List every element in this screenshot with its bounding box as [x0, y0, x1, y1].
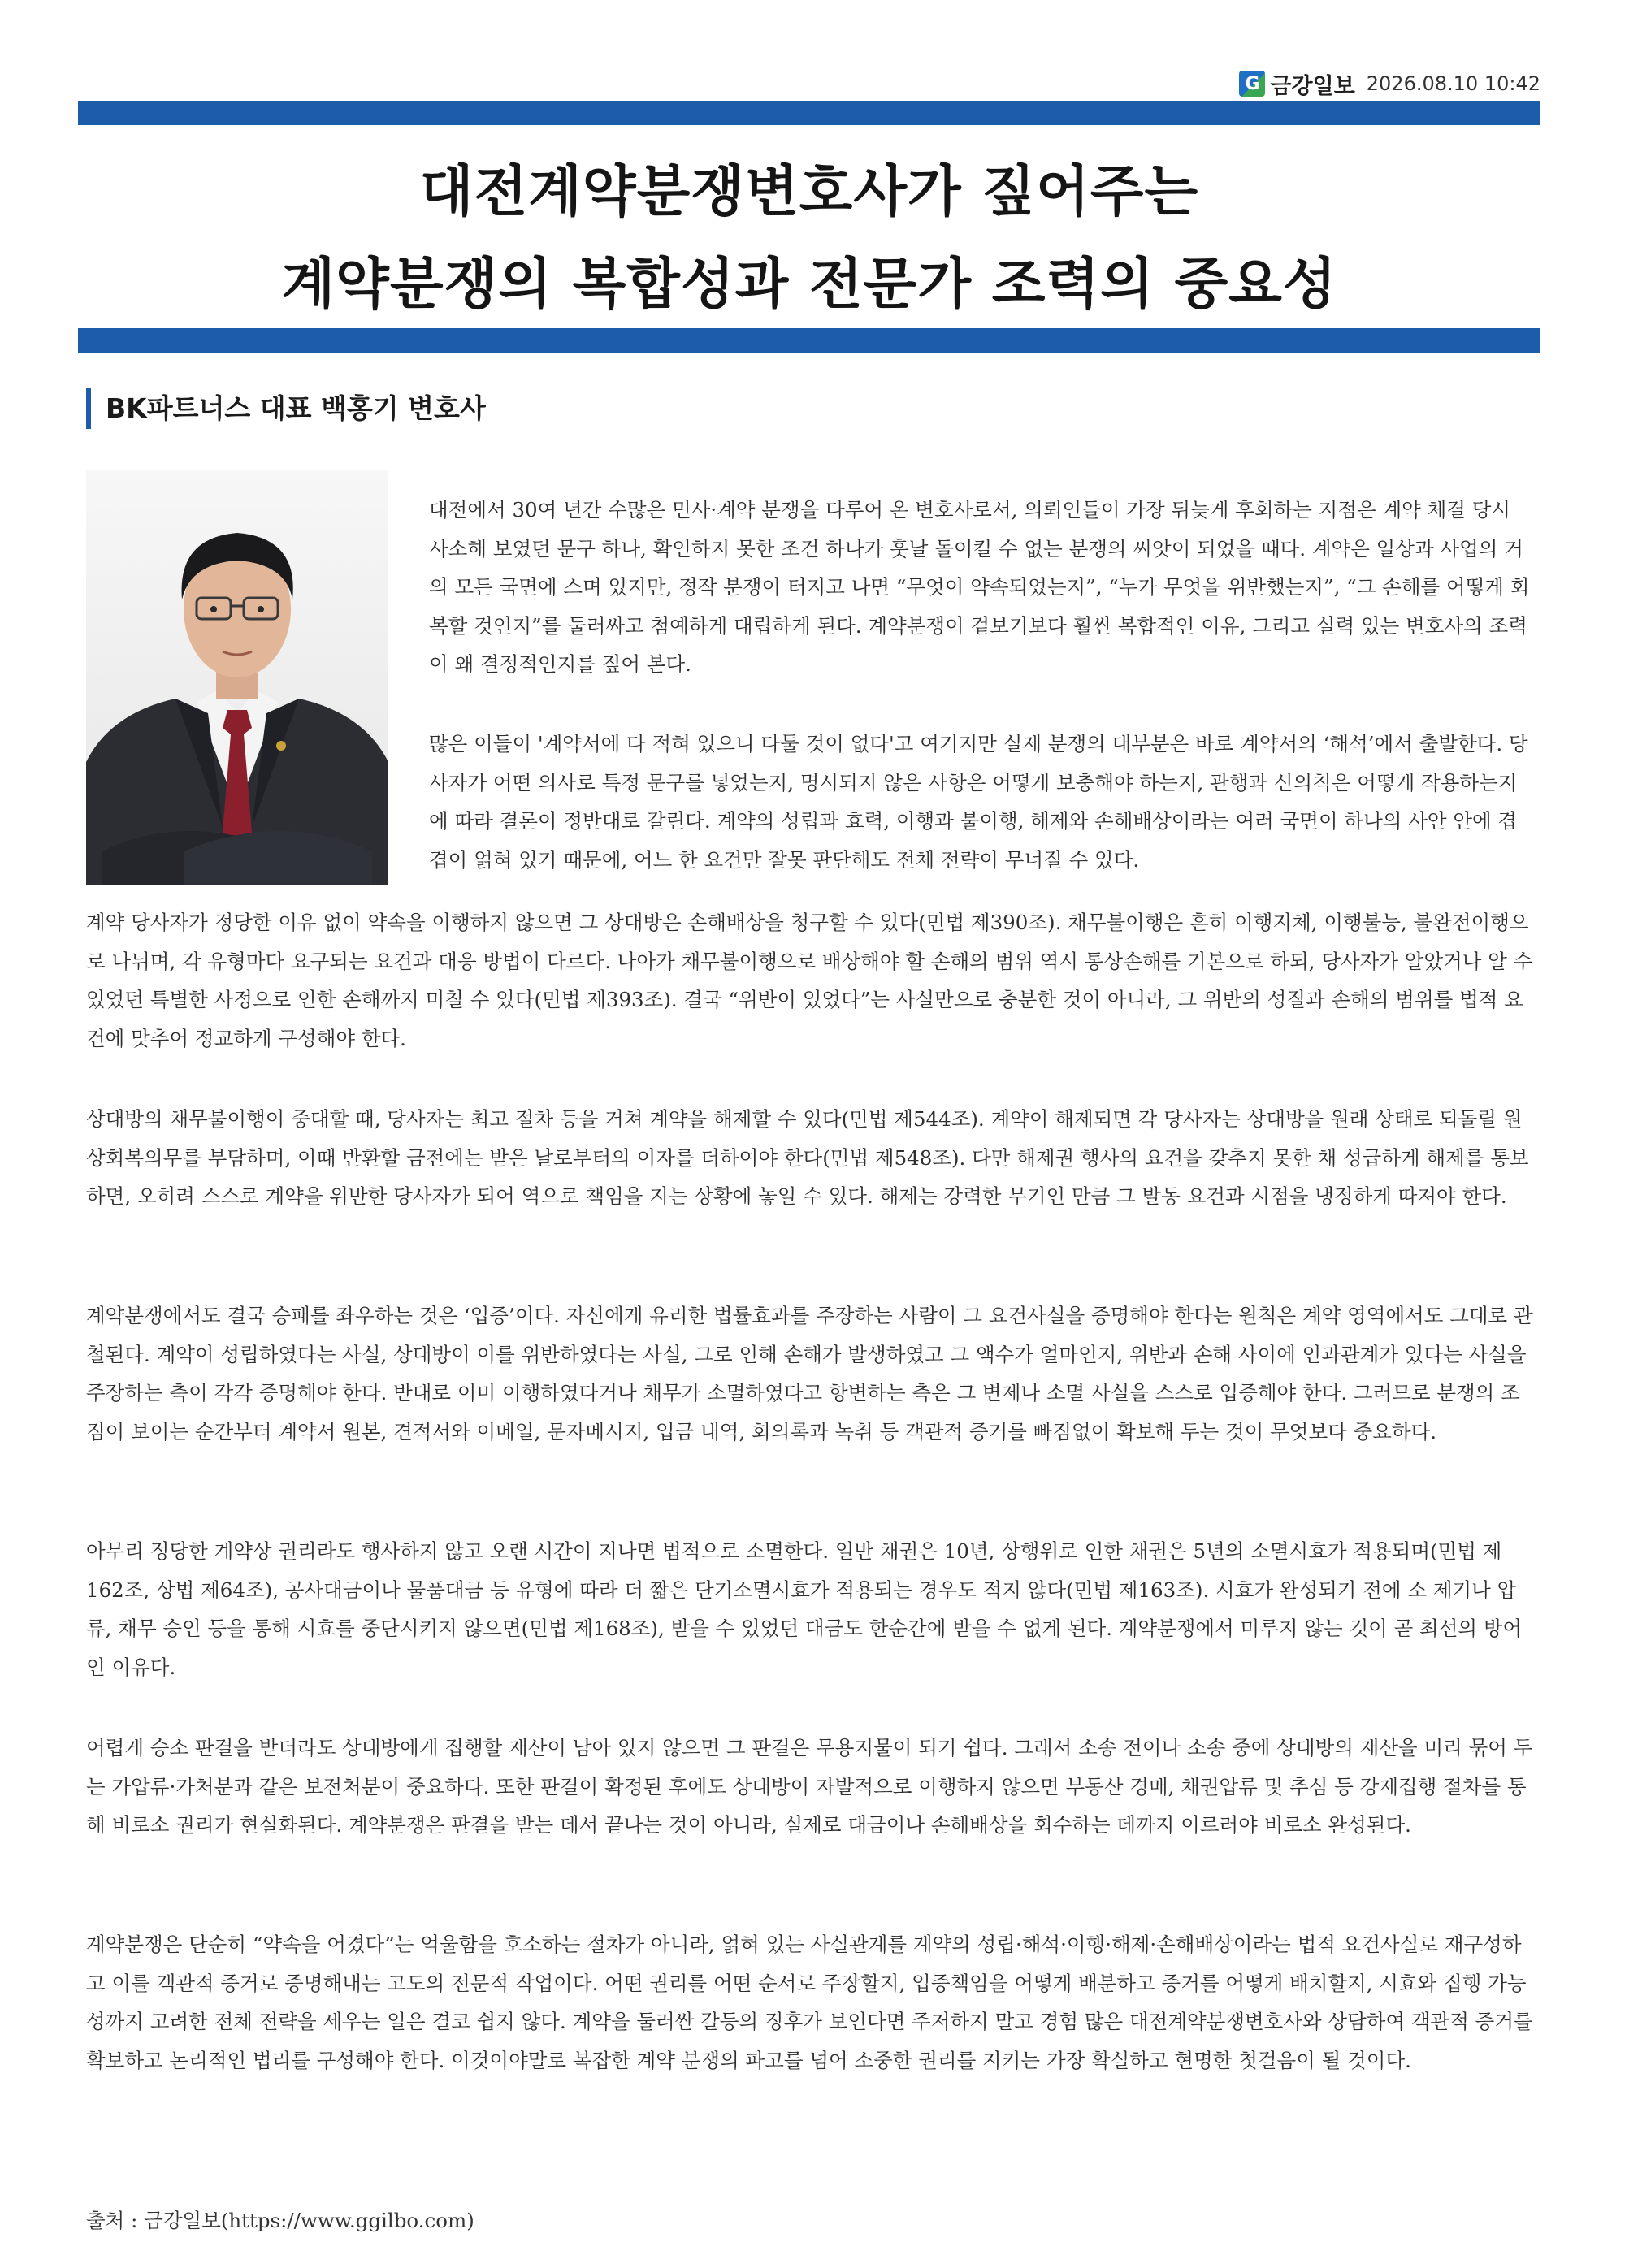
article-paragraph: 많은 이들이 '계약서에 다 적혀 있으니 다툴 것이 없다'고 여기지만 실제 분쟁의 대부분은 바로 계약서의 ‘해석’에서 출발한다. 당사자가 어떤 의사로 특정 문구를 넣었는지, 명시되지 않은 사항은 어떻게 보충해야 하는지, 관행과 신의칙은 어떻게 작용하는지에 따라 결론이 정반대로 갈린다. 계약의 성립과 효력, 이행과 불이행, 해제와 손해배상이라는 여러 국면이 하나의 사안 안에 겹겹이 얽혀 있기 때문에, 어느 한 요건만 잘못 판단해도 전체 전략이 무너질 수 있다. [429, 732, 1528, 872]
newspaper-name: 금강일보 [1270, 73, 1355, 99]
top-divider-bar [78, 101, 1540, 125]
headline-line-2: 계약분쟁의 복합성과 전문가 조력의 중요성 [281, 253, 1337, 317]
headline-line-1: 대전계약분쟁변호사가 짚어주는 [419, 160, 1199, 224]
author-byline: BK파트너스 대표 백홍기 변호사 [86, 388, 486, 429]
masthead [1239, 70, 1540, 97]
publish-datetime: 2026.08.10 10:42 [1366, 72, 1540, 95]
bottom-divider-bar [78, 328, 1540, 353]
article-paragraph: 대전에서 30여 년간 수많은 민사·계약 분쟁을 다루어 온 변호사로서, 의뢰인들이 가장 뒤늦게 후회하는 지점은 계약 체결 당시 사소해 보였던 문구 하나, 확인하지 못한 조건 하나가 훗날 돌이킬 수 없는 분쟁의 씨앗이 되었을 때다. 계약은 일상과 사업의 거의 모든 국면에 스며 있지만, 정작 분쟁이 터지고 나면 “무엇이 약속되었는지”, “누가 무엇을 위반했는지”, “그 손해를 어떻게 회복할 것인지”를 둘러싸고 첨예하게 대립하게 된다. 계약분쟁이 겉보기보다 훨씬 복합적인 이유, 그리고 실력 있는 변호사의 조력이 왜 결정적인지를 짚어 본다. [429, 498, 1530, 676]
author-photo [86, 470, 388, 885]
article-paragraph: 계약분쟁에서도 결국 승패를 좌우하는 것은 ‘입증’이다. 자신에게 유리한 법률효과를 주장하는 사람이 그 요건사실을 증명해야 한다는 원칙은 계약 영역에서도 그대로 관철된다. 계약이 성립하였다는 사실, 상대방이 이를 위반하였다는 사실, 그로 인해 손해가 발생하였고 그 액수가 얼마인지, 위반과 손해 사이에 인과관계가 있다는 사실을 주장하는 측이 각각 증명해야 한다. 반대로 이미 이행하였다거나 채무가 소멸하였다고 항변하는 측은 그 변제나 소멸 사실을 스스로 입증해야 한다. 그러므로 분쟁의 조짐이 보이는 순간부터 계약서 원본, 견적서와 이메일, 문자메시지, 입금 내역, 회의록과 녹취 등 객관적 증거를 빠짐없이 확보해 두는 것이 무엇보다 중요하다. [86, 1304, 1533, 1443]
newspaper-logo[interactable] [1239, 68, 1354, 100]
article-paragraph: 상대방의 채무불이행이 중대할 때, 당사자는 최고 절차 등을 거쳐 계약을 해제할 수 있다(민법 제544조). 계약이 해제되면 각 당사자는 상대방을 원래 상태로 되돌릴 원상회복의무를 부담하며, 이때 반환할 금전에는 받은 날로부터의 이자를 더하여야 한다(민법 제548조). 다만 해제권 행사의 요건을 갖추지 못한 채 성급하게 해제를 통보하면, 오히려 스스로 계약을 위반한 당사자가 되어 역으로 책임을 지는 상황에 놓일 수 있다. 해제는 강력한 무기인 만큼 그 발동 요건과 시점을 냉정하게 따져야 한다. [86, 1107, 1529, 1208]
ggilbo-logo-icon: G [1239, 71, 1265, 97]
article-paragraph: 어렵게 승소 판결을 받더라도 상대방에게 집행할 재산이 남아 있지 않으면 그 판결은 무용지물이 되기 쉽다. 그래서 소송 전이나 소송 중에 상대방의 재산을 미리 묶어 두는 가압류·가처분과 같은 보전처분이 중요하다. 또한 판결이 확정된 후에도 상대방이 자발적으로 이행하지 않으면 부동산 경매, 채권압류 및 추심 등 강제집행 절차를 통해 비로소 권리가 현실화된다. 계약분쟁은 판결을 받는 데서 끝나는 것이 아니라, 실제로 대금이나 손해배상을 회수하는 데까지 이르러야 비로소 완성된다. [86, 1736, 1533, 1837]
article-paragraph: 계약 당사자가 정당한 이유 없이 약속을 이행하지 않으면 그 상대방은 손해배상을 청구할 수 있다(민법 제390조). 채무불이행은 흔히 이행지체, 이행불능, 불완전이행으로 나뉘며, 각 유형마다 요구되는 요건과 대응 방법이 다르다. 나아가 채무불이행으로 배상해야 할 손해의 범위 역시 통상손해를 기본으로 하되, 당사자가 알았거나 알 수 있었던 특별한 사정으로 인한 손해까지 미칠 수 있다(민법 제393조). 결국 “위반이 있었다”는 사실만으로 충분한 것이 아니라, 그 위반의 성질과 손해의 범위를 법적 요건에 맞추어 정교하게 구성해야 한다. [86, 911, 1533, 1050]
article-source: 출처 : 금강일보(https://www.ggilbo.com) [86, 2209, 474, 2232]
article-paragraph: 계약분쟁은 단순히 “약속을 어겼다”는 억울함을 호소하는 절차가 아니라, 얽혀 있는 사실관계를 계약의 성립·해석·이행·해제·손해배상이라는 법적 요건사실로 재구성하고 이를 객관적 증거로 증명해내는 고도의 전문적 작업이다. 어떤 권리를 어떤 순서로 주장할지, 입증책임을 어떻게 배분하고 증거를 어떻게 배치할지, 시효와 집행 가능성까지 고려한 전체 전략을 세우는 일은 결코 쉽지 않다. 계약을 둘러싼 갈등의 징후가 보인다면 주저하지 말고 경험 많은 대전계약분쟁변호사와 상담하여 객관적 증거를 확보하고 논리적인 법리를 구성해야 한다. 이것이야말로 복잡한 계약 분쟁의 파고를 넘어 소중한 권리를 지키는 가장 확실하고 현명한 첫걸음이 될 것이다. [86, 1933, 1533, 2072]
article-headline [78, 146, 1540, 331]
lawyer-portrait-icon [86, 470, 388, 885]
article-paragraph: 아무리 정당한 계약상 권리라도 행사하지 않고 오랜 시간이 지나면 법적으로 소멸한다. 일반 채권은 10년, 상행위로 인한 채권은 5년의 소멸시효가 적용되며(민법 제162조, 상법 제64조), 공사대금이나 물품대금 등 유형에 따라 더 짧은 단기소멸시효가 적용되는 경우도 적지 않다(민법 제163조). 시효가 완성되기 전에 소 제기나 압류, 채무 승인 등을 통해 시효를 중단시키지 않으면(민법 제168조), 받을 수 있었던 대금도 한순간에 받을 수 없게 된다. 계약분쟁에서 미루지 않는 것이 곧 최선의 방어인 이유다. [86, 1539, 1523, 1679]
